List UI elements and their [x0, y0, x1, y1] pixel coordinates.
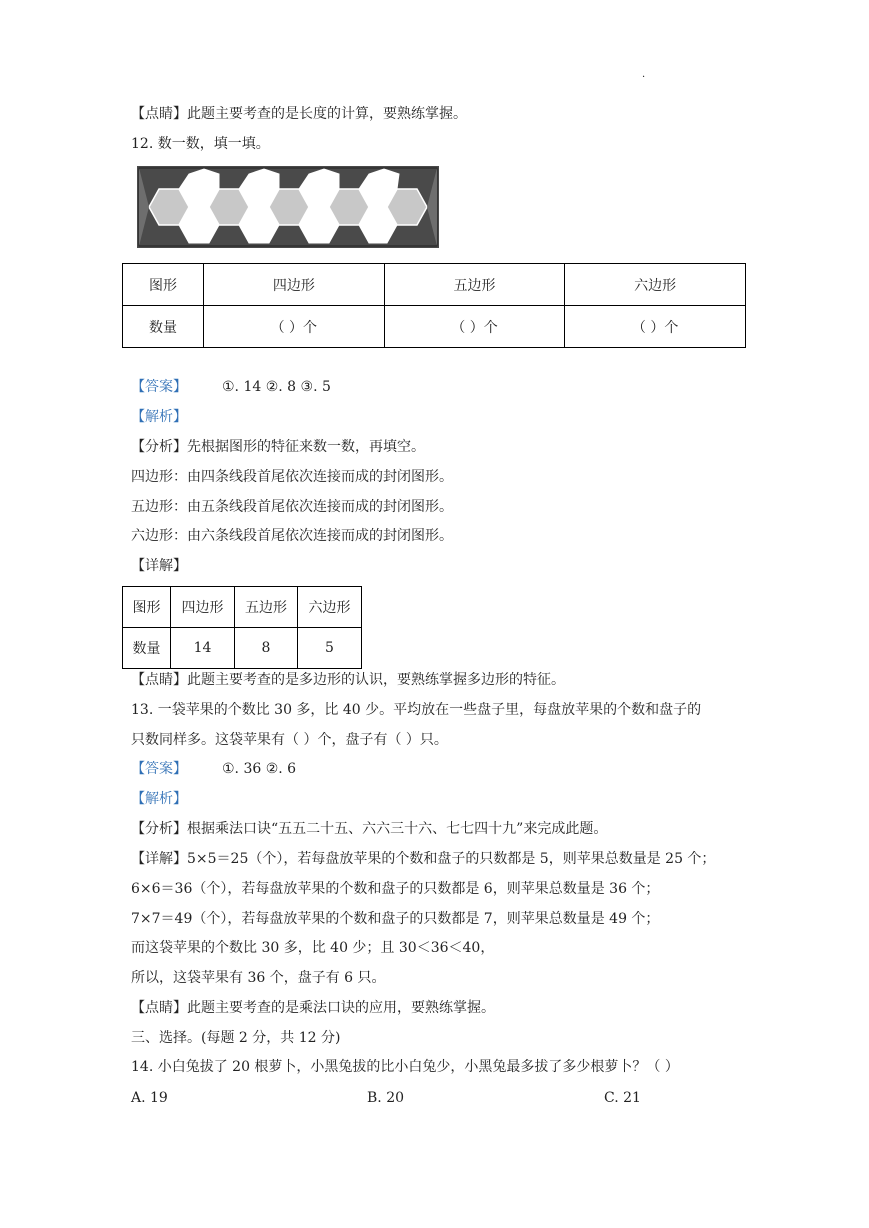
table-blank-cell: （ ）个	[384, 306, 565, 348]
analysis-12-line-3: 五边形：由五条线段首尾依次连接而成的封闭图形。	[131, 499, 453, 515]
point-note-12: 【点睛】此题主要考查的是多边形的认识，要熟练掌握多边形的特征。	[131, 672, 565, 688]
choice-c: C. 21	[604, 1090, 641, 1106]
detail-13-line-5: 所以，这袋苹果有 36 个，盘子有 6 只。	[131, 970, 386, 986]
analysis-12-line-1: 【分析】先根据图形的特征来数一数，再填空。	[131, 439, 425, 455]
table-blank-cell: （ ）个	[565, 306, 746, 348]
detail-13-line-2: 6×6＝36（个），若每盘放苹果的个数和盘子的只数都是 6，则苹果总数量是 36 个；	[131, 881, 660, 897]
analysis-12-line-2: 四边形：由四条线段首尾依次连接而成的封闭图形。	[131, 469, 453, 485]
point-note-11: 【点睛】此题主要考查的是长度的计算，要熟练掌握。	[131, 106, 467, 122]
question-13-line-1: 13. 一袋苹果的个数比 30 多，比 40 少。平均放在一些盘子里，每盘放苹果的个数和盘子的	[131, 702, 702, 718]
section-3-title: 三、选择。(每题 2 分，共 12 分)	[131, 1030, 341, 1046]
analysis-tag-13: 【解析】	[131, 791, 187, 807]
answer-12: ①. 14 ②. 8 ③. 5	[222, 379, 331, 395]
table-cell: 5	[298, 628, 362, 669]
table-header-cell: 五边形	[235, 587, 298, 628]
count-table	[122, 263, 746, 348]
answer-13: ①. 36 ②. 6	[222, 761, 297, 777]
table-header-cell: 图形	[123, 587, 171, 628]
detail-tag-12: 【详解】	[131, 558, 187, 574]
table-cell: 8	[235, 628, 298, 669]
choice-a: A. 19	[131, 1090, 168, 1106]
table-cell: 数量	[123, 306, 204, 348]
polygon-figure	[137, 166, 439, 248]
analysis-12-line-4: 六边形：由六条线段首尾依次连接而成的封闭图形。	[131, 528, 453, 544]
detail-13-line-1: 【详解】5×5＝25（个），若每盘放苹果的个数和盘子的只数都是 5，则苹果总数量是 25 个；	[131, 851, 716, 867]
table-cell: 14	[171, 628, 235, 669]
analysis-13-line-1: 【分析】根据乘法口诀“五五二十五、六六三十六、七七四十九”来完成此题。	[131, 821, 608, 837]
question-14: 14. 小白兔拔了 20 根萝卜，小黑兔拔的比小白兔少，小黑兔最多拔了多少根萝卜？（ ）	[131, 1059, 679, 1075]
analysis-tag-12: 【解析】	[131, 409, 187, 425]
table-header-cell: 六边形	[298, 587, 362, 628]
question-12: 12. 数一数，填一填。	[131, 136, 270, 152]
table-blank-cell: （ ）个	[204, 306, 385, 348]
detail-13-line-3: 7×7＝49（个），若每盘放苹果的个数和盘子的只数都是 7，则苹果总数量是 49 个；	[131, 911, 660, 927]
header-mark: ·	[642, 72, 646, 83]
table-cell: 数量	[123, 628, 171, 669]
question-13-line-2: 只数同样多。这袋苹果有（ ）个，盘子有（ ）只。	[131, 732, 448, 748]
table-header-cell: 五边形	[384, 264, 565, 306]
table-header-cell: 四边形	[204, 264, 385, 306]
answer-tag-13: 【答案】	[131, 761, 187, 777]
detail-13-line-4: 而这袋苹果的个数比 30 多，比 40 少；且 30＜36＜40，	[131, 940, 495, 956]
point-note-13: 【点睛】此题主要考查的是乘法口诀的应用，要熟练掌握。	[131, 1000, 495, 1016]
table-header-cell: 六边形	[565, 264, 746, 306]
choice-b: B. 20	[367, 1090, 405, 1106]
answer-table	[122, 586, 362, 669]
table-header-cell: 四边形	[171, 587, 235, 628]
answer-tag-12: 【答案】	[131, 379, 187, 395]
table-header-cell: 图形	[123, 264, 204, 306]
